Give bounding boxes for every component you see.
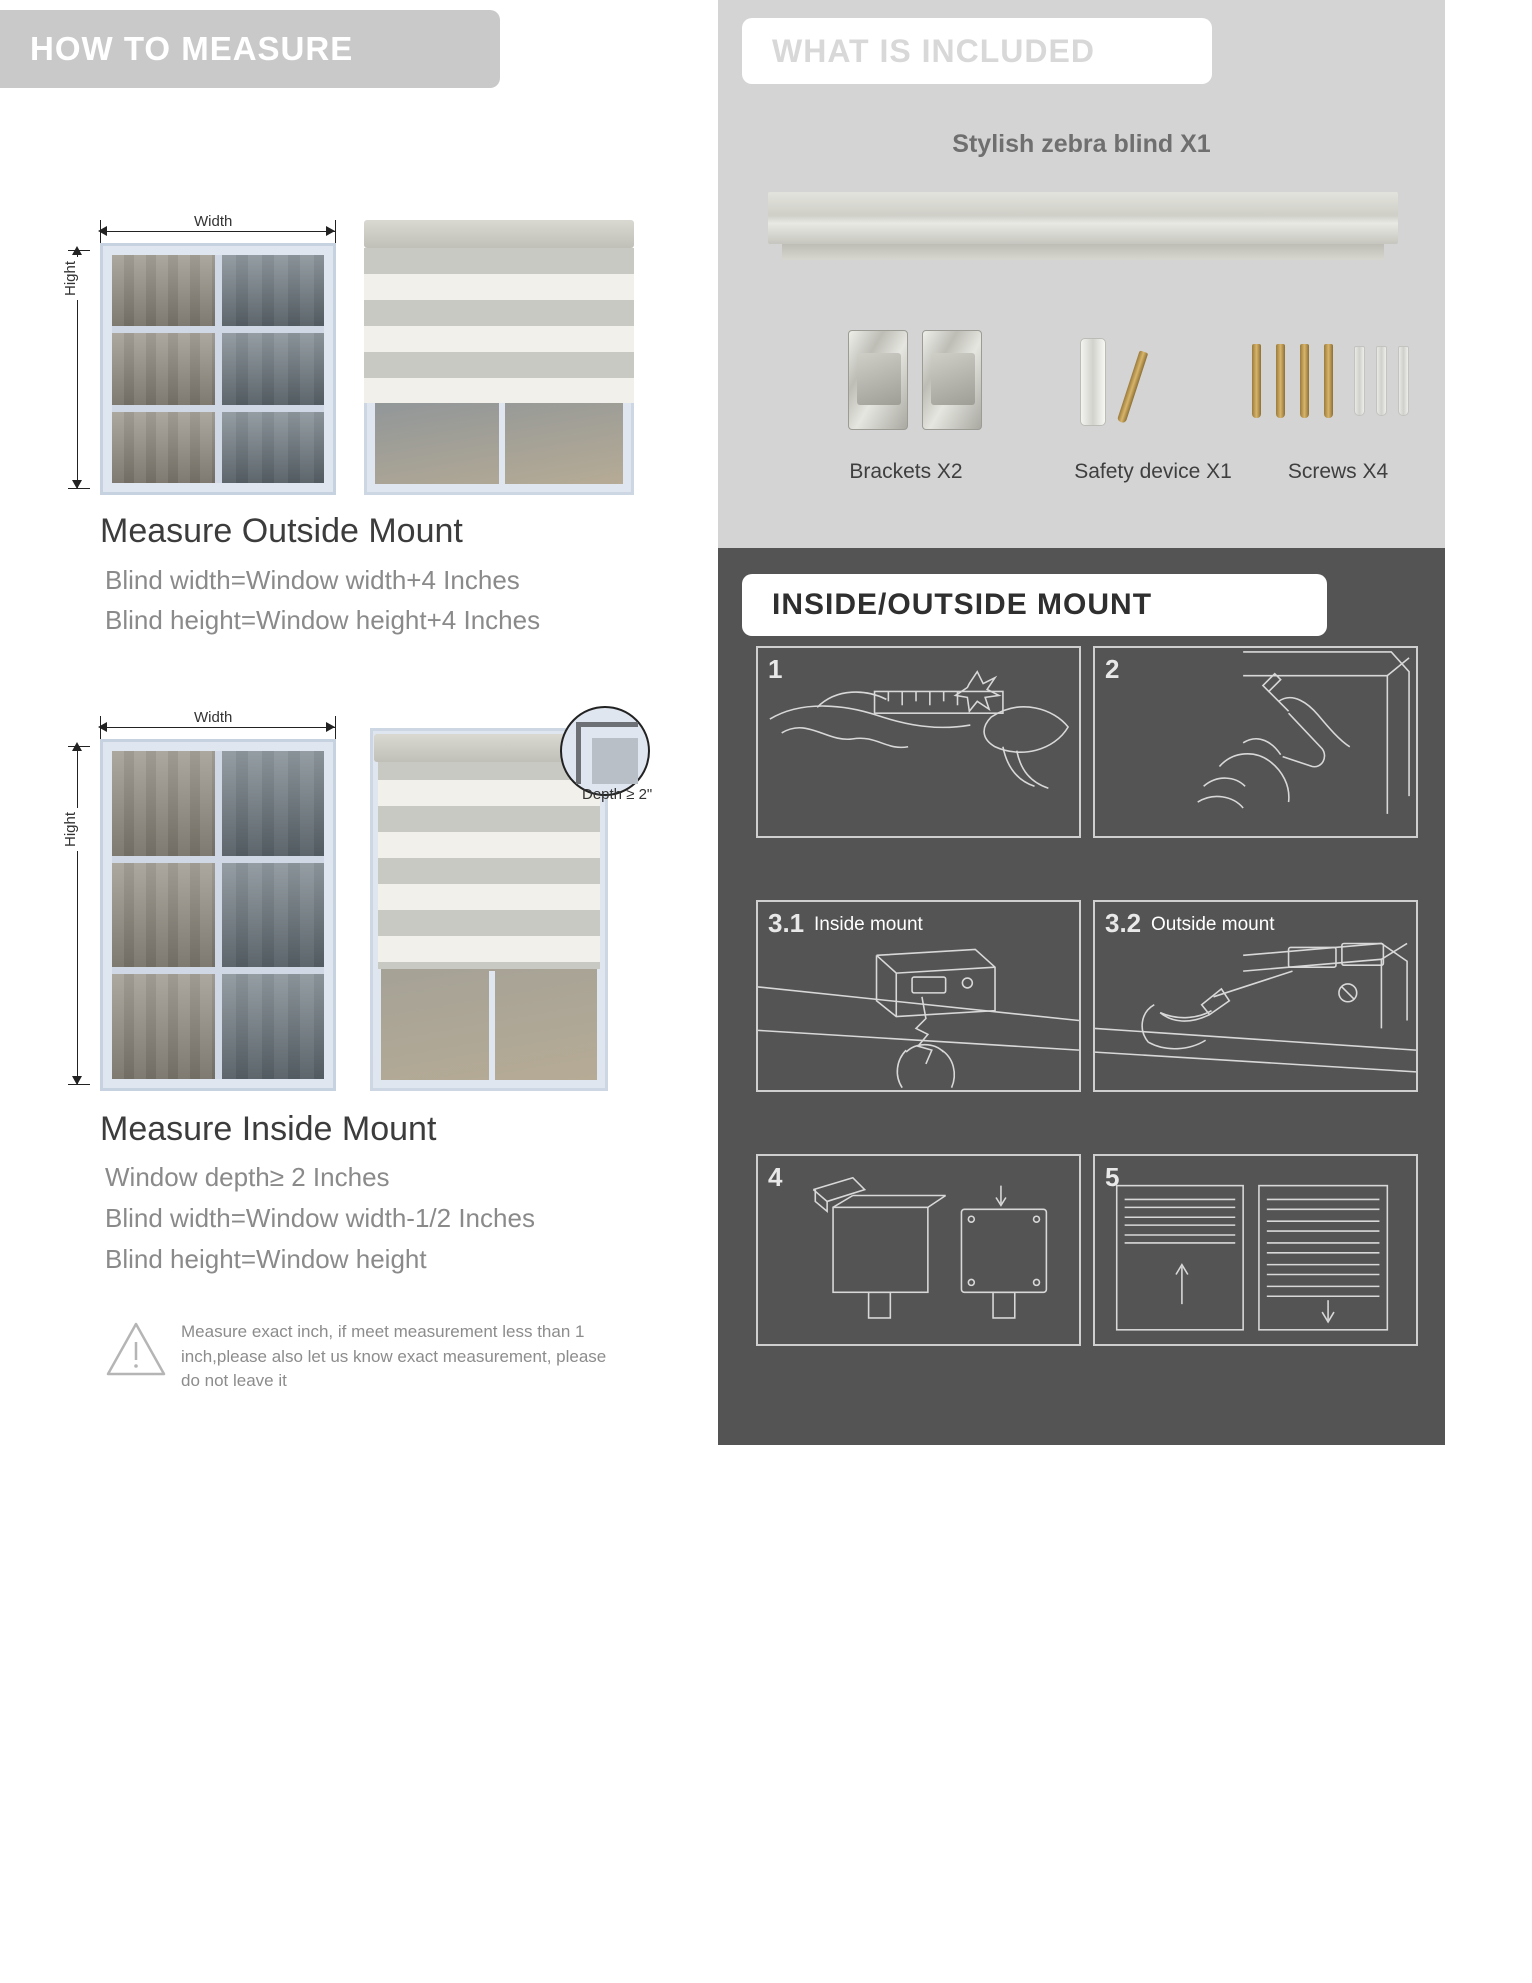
measure-note [105, 1320, 625, 1394]
window-pane [222, 412, 325, 483]
step-2-illustration [1095, 648, 1416, 838]
step-3-2-caption: Drill holes & Inside bracket [1470, 1454, 1530, 1558]
outside-mount-line2: Blind height=Window height+4 Inches [105, 605, 541, 635]
step-3-1 [756, 900, 1081, 1474]
window-illustration-inside [100, 739, 336, 1091]
what-is-included-panel [718, 0, 1445, 548]
outside-height-label: Hight [62, 257, 79, 300]
step-1-number: 1 [768, 654, 783, 684]
inside-mount-title: Measure Inside Mount [100, 1110, 437, 1148]
wall-anchor-icon [1398, 346, 1409, 416]
wall-anchor-icon [1376, 346, 1387, 416]
window-pane [112, 863, 215, 968]
window-pane [112, 333, 215, 404]
step-5-illustration [1095, 1156, 1416, 1346]
step-3-1-illustration [758, 902, 1079, 1092]
screw-icon [1276, 344, 1285, 418]
warning-icon [105, 1320, 167, 1378]
outside-mount-diagram [0, 100, 710, 500]
included-main-item-label: Stylish zebra blind X1 [952, 130, 1211, 158]
what-is-included-header: WHAT IS INCLUDED [742, 18, 1212, 84]
window-pane [222, 974, 325, 1079]
window-pane [222, 255, 325, 326]
depth-callout [560, 706, 650, 796]
part-screws-label: Screws X4 [1287, 460, 1389, 483]
how-to-measure-header: HOW TO MEASURE [0, 10, 500, 88]
window-pane [112, 974, 215, 1079]
screw-icon [1324, 344, 1333, 418]
window-illustration-outside [100, 243, 336, 495]
part-safety-device-label: Safety device X1 [1074, 460, 1232, 483]
inside-mount-diagram [0, 696, 710, 1096]
depth-label: Depth ≥ 2" [582, 786, 653, 803]
screw-icon [1117, 350, 1148, 423]
included-parts-row [718, 320, 1445, 500]
safety-device-icon [1080, 338, 1106, 426]
step-3-2-subtitle: Outside mount [1151, 914, 1275, 935]
measure-note-text: Measure exact inch, if meet measurement less than 1 inch,please also let us know exact measurement, please do not leave it [181, 1322, 607, 1391]
window-pane [112, 751, 215, 856]
part-brackets-label: Brackets X2 [849, 460, 963, 483]
step-3-1-caption: Drill holes & Inside bracket [796, 1454, 1010, 1474]
step-3-1-subtitle: Inside mount [814, 914, 923, 935]
outside-mount-line1: Blind width=Window width+4 Inches [105, 565, 520, 595]
step-4-number: 4 [768, 1162, 783, 1192]
wall-anchor-icon [1354, 346, 1365, 416]
step-3-1-number: 3.1 [768, 908, 805, 938]
bracket-icon [848, 330, 908, 430]
inside-width-label: Width [190, 709, 236, 726]
inside-mount-line3: Blind height=Window height [105, 1244, 427, 1274]
zebra-blind-product-image [768, 192, 1398, 262]
screw-icon [1252, 344, 1261, 418]
outside-width-label: Width [190, 213, 236, 230]
blind-outside-mount-illustration [364, 220, 634, 495]
step-4-caption: Install the blind [796, 1962, 917, 1982]
screw-icon [1300, 344, 1309, 418]
part-screws [1238, 320, 1438, 490]
step-4-illustration [758, 1156, 1079, 1346]
window-pane [222, 751, 325, 856]
step-3-2-number: 3.2 [1105, 908, 1142, 938]
step-5-caption: Finish [1470, 1962, 1519, 1982]
step-3-2-illustration [1095, 902, 1416, 1092]
inside-height-label: Hight [62, 808, 79, 851]
inside-mount-line2: Blind width=Window width-1/2 Inches [105, 1203, 535, 1233]
step-5-number: 5 [1105, 1162, 1120, 1192]
step-1 [756, 646, 1081, 838]
inside-outside-mount-header: INSIDE/OUTSIDE MOUNT [742, 574, 1327, 636]
part-brackets [796, 320, 1016, 490]
outside-mount-title: Measure Outside Mount [100, 512, 463, 550]
window-pane [112, 255, 215, 326]
step-1-illustration [758, 648, 1079, 838]
bracket-icon [922, 330, 982, 430]
window-pane [222, 333, 325, 404]
step-2-caption: Punch at marked position [1470, 946, 1532, 1029]
window-pane [222, 863, 325, 968]
window-pane [112, 412, 215, 483]
step-2-number: 2 [1105, 654, 1120, 684]
how-to-measure-panel [0, 0, 710, 1445]
inside-mount-line1: Window depth≥ 2 Inches [105, 1162, 390, 1192]
inside-outside-mount-panel [718, 548, 1532, 1982]
